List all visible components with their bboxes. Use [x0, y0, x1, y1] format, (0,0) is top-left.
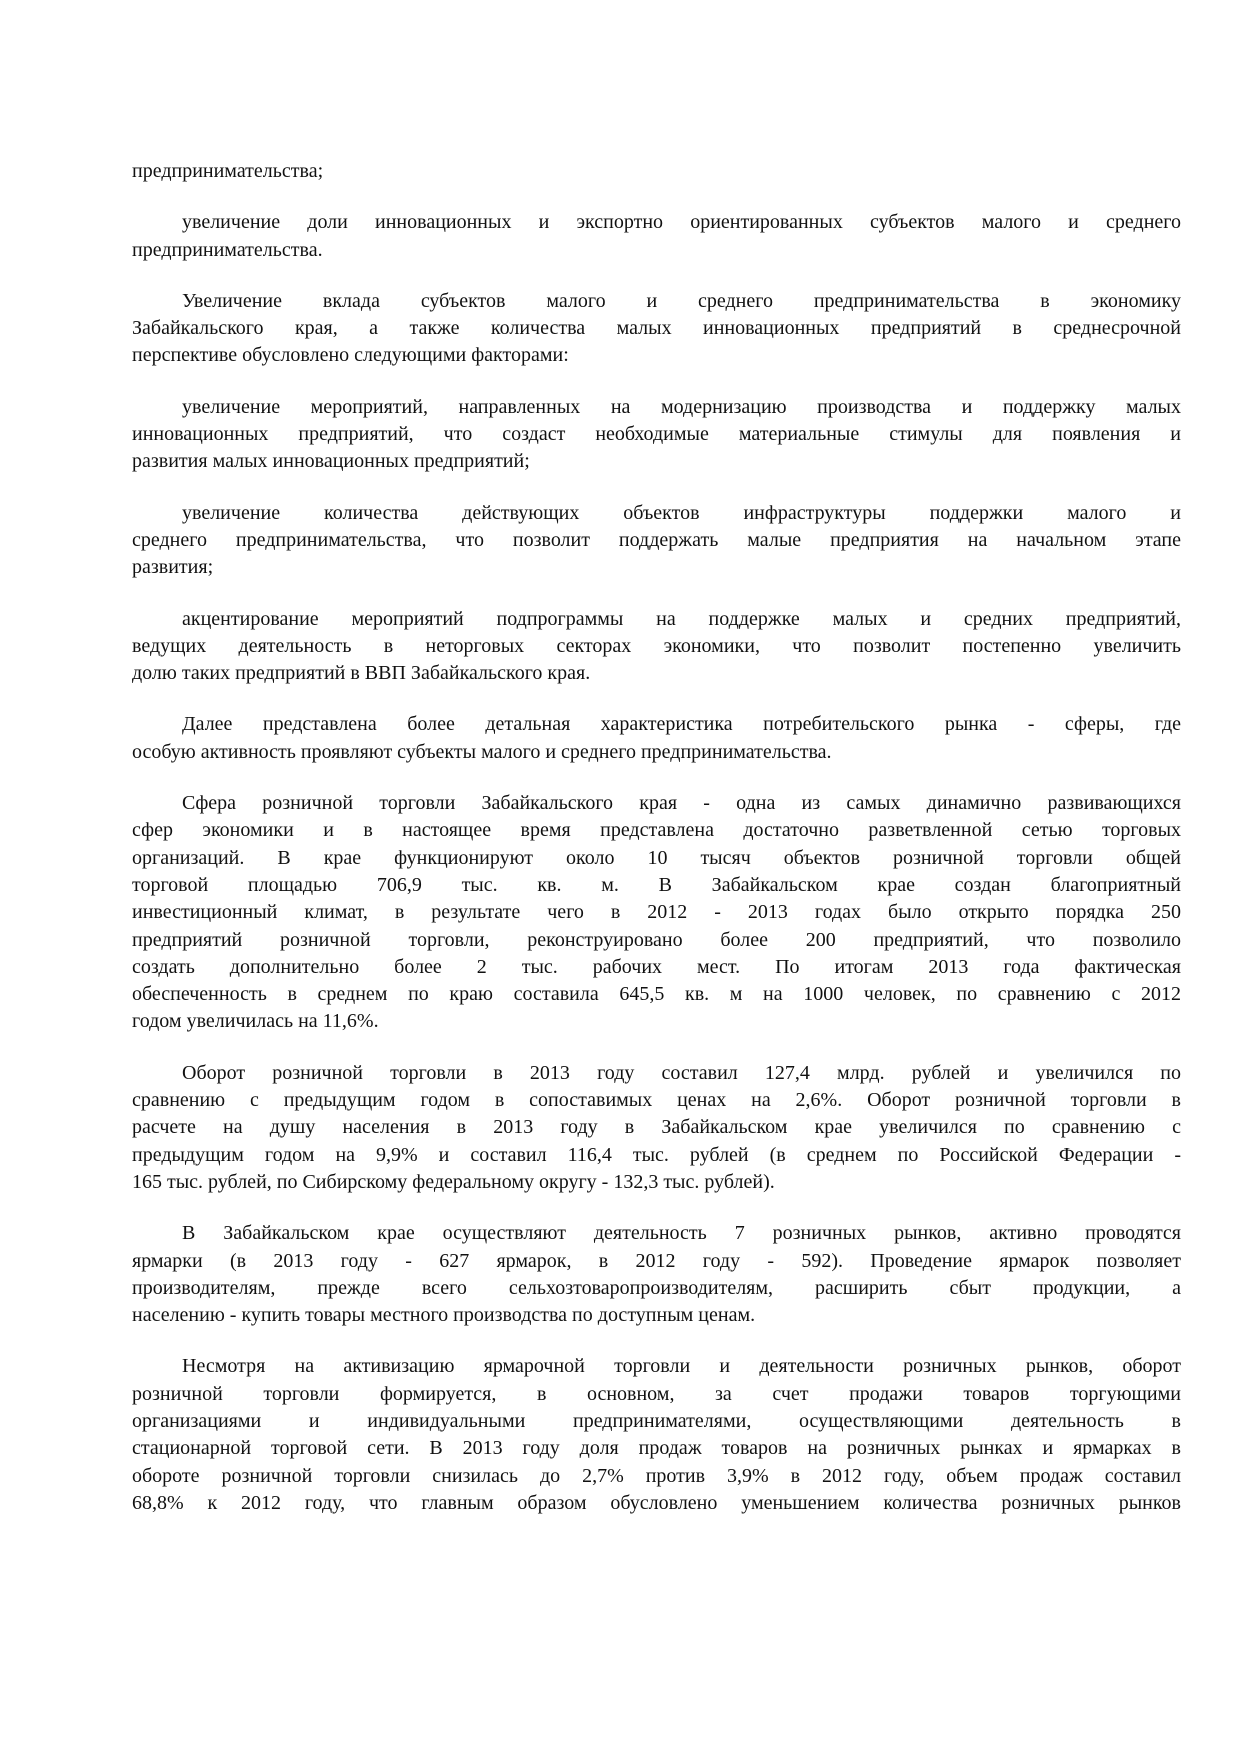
text-line: акцентирование мероприятий подпрограммы на поддержке малых и средних предприятий,	[182, 607, 1181, 630]
text-line: увеличение доли инновационных и экспортно ориентированных субъектов малого и среднего	[182, 211, 1181, 234]
paragraph	[132, 500, 1181, 582]
text-line: увеличение количества действующих объектов инфраструктуры поддержки малого и	[182, 501, 1181, 524]
paragraph	[132, 790, 1181, 1036]
text-line: сравнению с предыдущим годом в сопоставимых ценах на 2,6%. Оборот розничной торговли в	[132, 1089, 1181, 1112]
text-line: инновационных предприятий, что создаст необходимые материальные стимулы для появления и	[132, 423, 1181, 446]
paragraph	[132, 158, 1181, 185]
text-line: развития малых инновационных предприятий;	[132, 450, 530, 473]
paragraph	[132, 1220, 1181, 1329]
text-line: особую активность проявляют субъекты малого и среднего предпринимательства.	[132, 740, 832, 763]
text-line: годом увеличилась на 11,6%.	[132, 1010, 379, 1033]
text-line: стационарной торговой сети. В 2013 году доля продаж товаров на розничных рынках и ярмарках в	[132, 1437, 1181, 1460]
text-line: расчете на душу населения в 2013 году в Забайкальском крае увеличился по сравнению с	[132, 1116, 1181, 1139]
text-line: торговой площадью 706,9 тыс. кв. м. В Забайкальском крае создан благоприятный	[132, 873, 1181, 896]
text-line: развития;	[132, 556, 214, 579]
document-page	[132, 158, 1181, 1541]
text-line: предыдущим годом на 9,9% и составил 116,4 тыс. рублей (в среднем по Российской Федерации -	[132, 1143, 1181, 1166]
text-line: обеспеченность в среднем по краю составила 645,5 кв. м на 1000 человек, по сравнению с 2012	[132, 983, 1181, 1006]
text-line: среднего предпринимательства, что позволит поддержать малые предприятия на начальном этапе	[132, 528, 1181, 551]
text-line: Несмотря на активизацию ярмарочной торговли и деятельности розничных рынков, оборот	[182, 1355, 1181, 1378]
text-line: перспективе обусловлено следующими факторами:	[132, 344, 569, 367]
text-line: предпринимательства;	[132, 160, 324, 182]
text-line: Увеличение вклада субъектов малого и среднего предпринимательства в экономику	[182, 289, 1181, 312]
text-line: 68,8% к 2012 году, что главным образом обусловлено уменьшением количества розничных рынков	[132, 1491, 1181, 1514]
text-line: производителям, прежде всего сельхозтоваропроизводителям, расширить сбыт продукции, а	[132, 1276, 1181, 1299]
text-line: Оборот розничной торговли в 2013 году составил 127,4 млрд. рублей и увеличился по	[182, 1061, 1181, 1084]
text-line: ярмарки (в 2013 году - 627 ярмарок, в 2012 году - 592). Проведение ярмарок позволяет	[132, 1249, 1181, 1272]
text-line: В Забайкальском крае осуществляют деятельность 7 розничных рынков, активно проводятся	[182, 1222, 1181, 1245]
paragraph	[132, 209, 1181, 264]
paragraph	[132, 1060, 1181, 1196]
text-line: обороте розничной торговли снизилась до 2,7% против 3,9% в 2012 году, объем продаж составил	[132, 1464, 1181, 1487]
text-line: увеличение мероприятий, направленных на модернизацию производства и поддержку малых	[182, 395, 1181, 418]
paragraph	[132, 288, 1181, 370]
text-line: предприятий розничной торговли, реконструировано более 200 предприятий, что позволило	[132, 928, 1181, 951]
text-line: Забайкальского края, а также количества малых инновационных предприятий в среднесрочной	[132, 317, 1181, 340]
text-line: ведущих деятельность в неторговых секторах экономики, что позволит постепенно увеличить	[132, 634, 1181, 657]
paragraph	[132, 1353, 1181, 1517]
text-line: предпринимательства.	[132, 238, 323, 261]
text-line: организациями и индивидуальными предпринимателями, осуществляющими деятельность в	[132, 1409, 1181, 1432]
text-line: розничной торговли формируется, в основном, за счет продажи товаров торгующими	[132, 1382, 1181, 1405]
text-line: сфер экономики и в настоящее время представлена достаточно разветвленной сетью торговых	[132, 819, 1181, 842]
paragraph	[132, 711, 1181, 766]
text-line: Далее представлена более детальная характеристика потребительского рынка - сферы, где	[182, 713, 1181, 736]
text-line: 165 тыс. рублей, по Сибирскому федеральному округу - 132,3 тыс. рублей).	[132, 1170, 775, 1193]
paragraph	[132, 394, 1181, 476]
text-line: инвестиционный климат, в результате чего в 2012 - 2013 годах было открыто порядка 250	[132, 901, 1181, 924]
text-line: создать дополнительно более 2 тыс. рабочих мест. По итогам 2013 года фактическая	[132, 955, 1181, 978]
text-line: Сфера розничной торговли Забайкальского края - одна из самых динамично развивающихся	[182, 792, 1181, 815]
text-line: населению - купить товары местного производства по доступным ценам.	[132, 1304, 756, 1327]
text-line: долю таких предприятий в ВВП Забайкальского края.	[132, 662, 591, 685]
paragraph	[132, 606, 1181, 688]
text-line: организаций. В крае функционируют около 10 тысяч объектов розничной торговли общей	[132, 846, 1181, 869]
